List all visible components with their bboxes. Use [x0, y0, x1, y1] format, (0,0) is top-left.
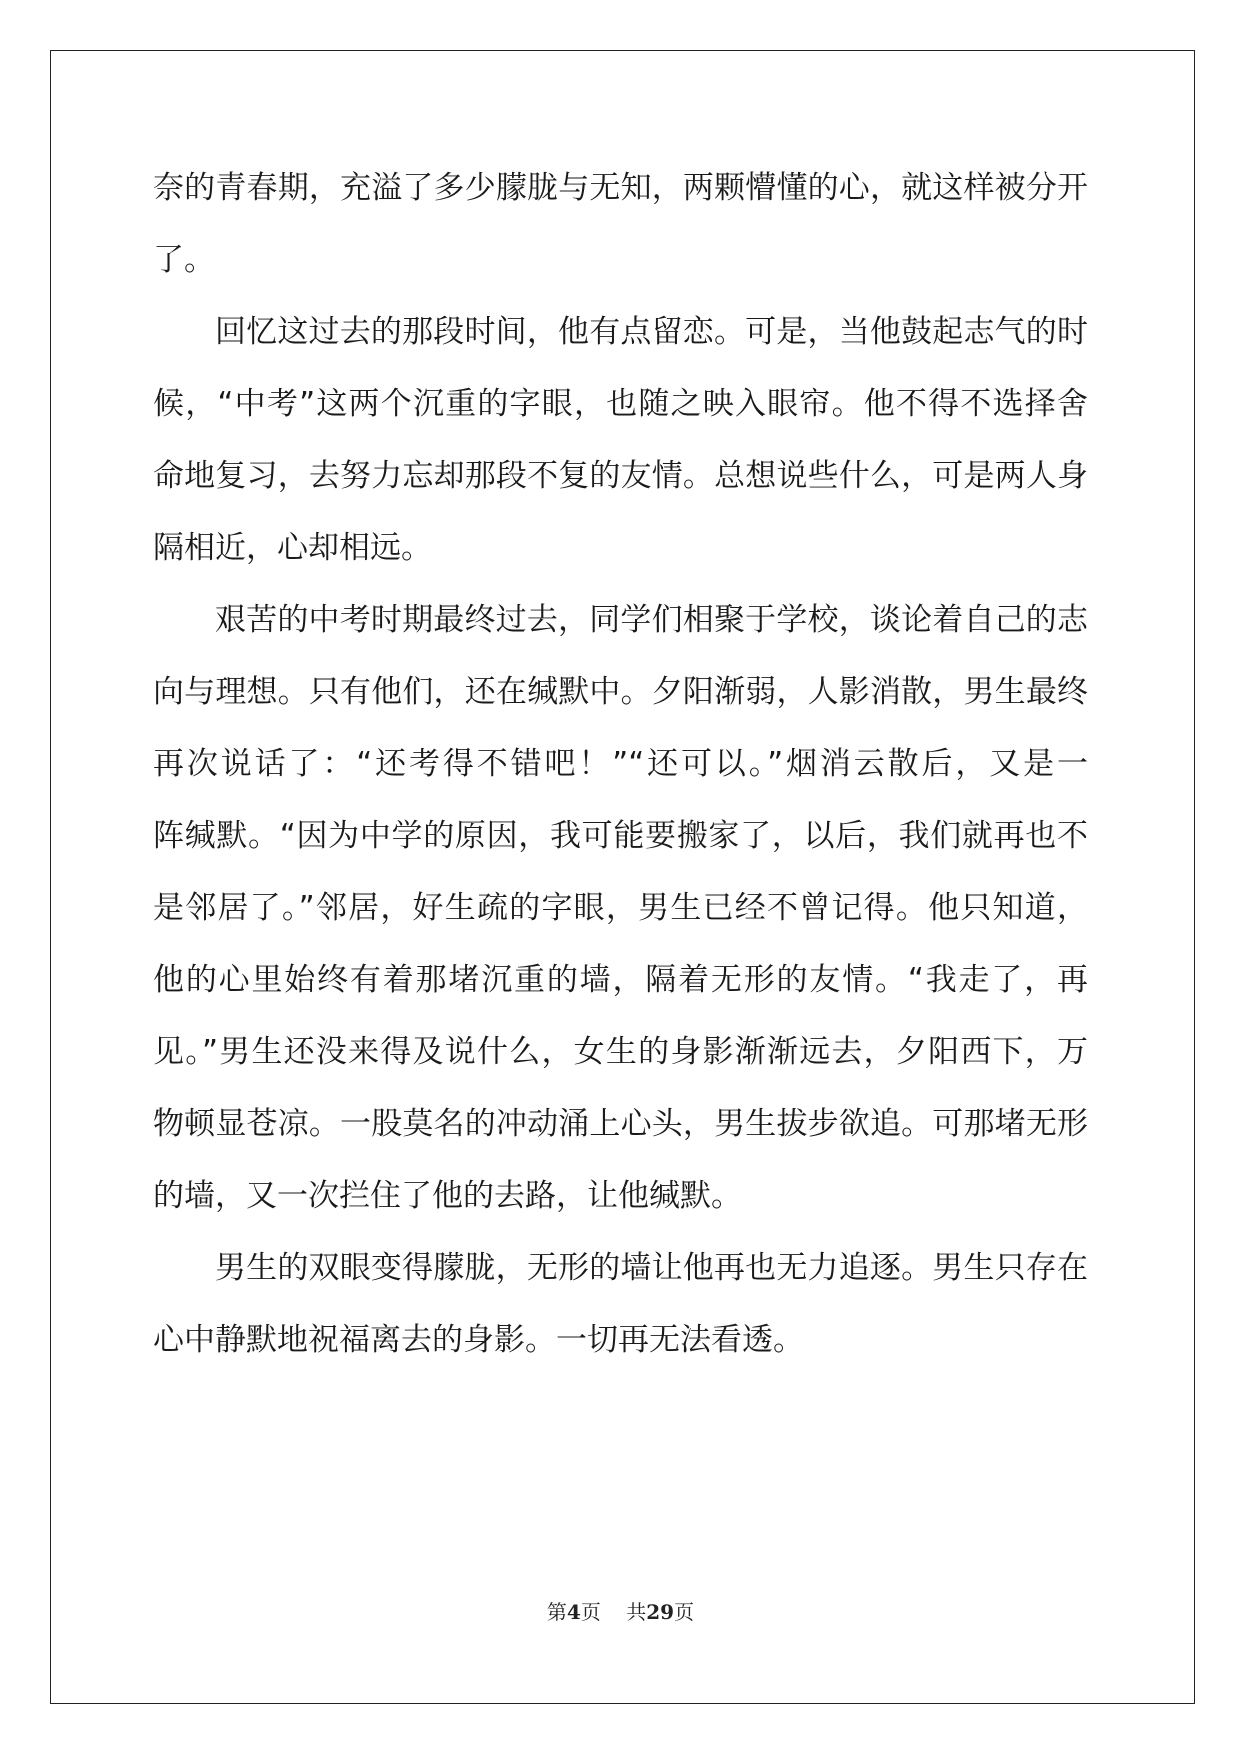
text-line: 他的心里始终有着那堵沉重的墙，隔着无形的友情。“我走了，再 — [153, 962, 1088, 998]
page-footer — [0, 1600, 1241, 1624]
current-page-number: 4 — [566, 1600, 581, 1624]
text-line: 候，“中考”这两个沉重的字眼，也随之映入眼帘。他不得不选择舍 — [153, 386, 1088, 422]
paragraph-first-line: 艰苦的中考时期最终过去，同学们相聚于学校，谈论着自己的志 — [215, 602, 1088, 638]
paragraph-first-line: 男生的双眼变得朦胧，无形的墙让他再也无力追逐。男生只存在 — [215, 1250, 1088, 1286]
paragraph-first-line: 回忆这过去的那段时间，他有点留恋。可是，当他鼓起志气的时 — [215, 314, 1088, 350]
footer-total-suffix: 页 — [674, 1600, 695, 1624]
text-line: 的墙，又一次拦住了他的去路，让他缄默。 — [153, 1178, 742, 1214]
text-line: 向与理想。只有他们，还在缄默中。夕阳渐弱，人影消散，男生最终 — [153, 674, 1088, 710]
page-border — [50, 50, 1195, 1704]
text-line: 物顿显苍凉。一股莫名的冲动涌上心头，男生拔步欲追。可那堵无形 — [153, 1106, 1088, 1142]
text-line: 奈的青春期，充溢了多少朦胧与无知，两颗懵懂的心，就这样被分开 — [153, 170, 1088, 206]
text-line: 阵缄默。“因为中学的原因，我可能要搬家了，以后，我们就再也不 — [153, 818, 1088, 854]
footer-page-word: 页 — [580, 1600, 601, 1624]
text-line: 再次说话了：“还考得不错吧！”“还可以。”烟消云散后，又是一 — [153, 746, 1088, 782]
text-line: 了。 — [153, 242, 215, 278]
total-pages-number: 29 — [646, 1600, 675, 1624]
text-line: 见。”男生还没来得及说什么，女生的身影渐渐远去，夕阳西下，万 — [153, 1034, 1088, 1070]
footer-total-prefix: 共 — [626, 1600, 647, 1624]
text-line: 心中静默地祝福离去的身影。一切再无法看透。 — [153, 1322, 804, 1358]
text-line: 隔相近，心却相远。 — [153, 530, 432, 566]
footer-prefix: 第 — [546, 1600, 567, 1624]
text-line: 命地复习，去努力忘却那段不复的友情。总想说些什么，可是两人身 — [153, 458, 1088, 494]
text-line: 是邻居了。”邻居，好生疏的字眼，男生已经不曾记得。他只知道， — [153, 890, 1088, 926]
